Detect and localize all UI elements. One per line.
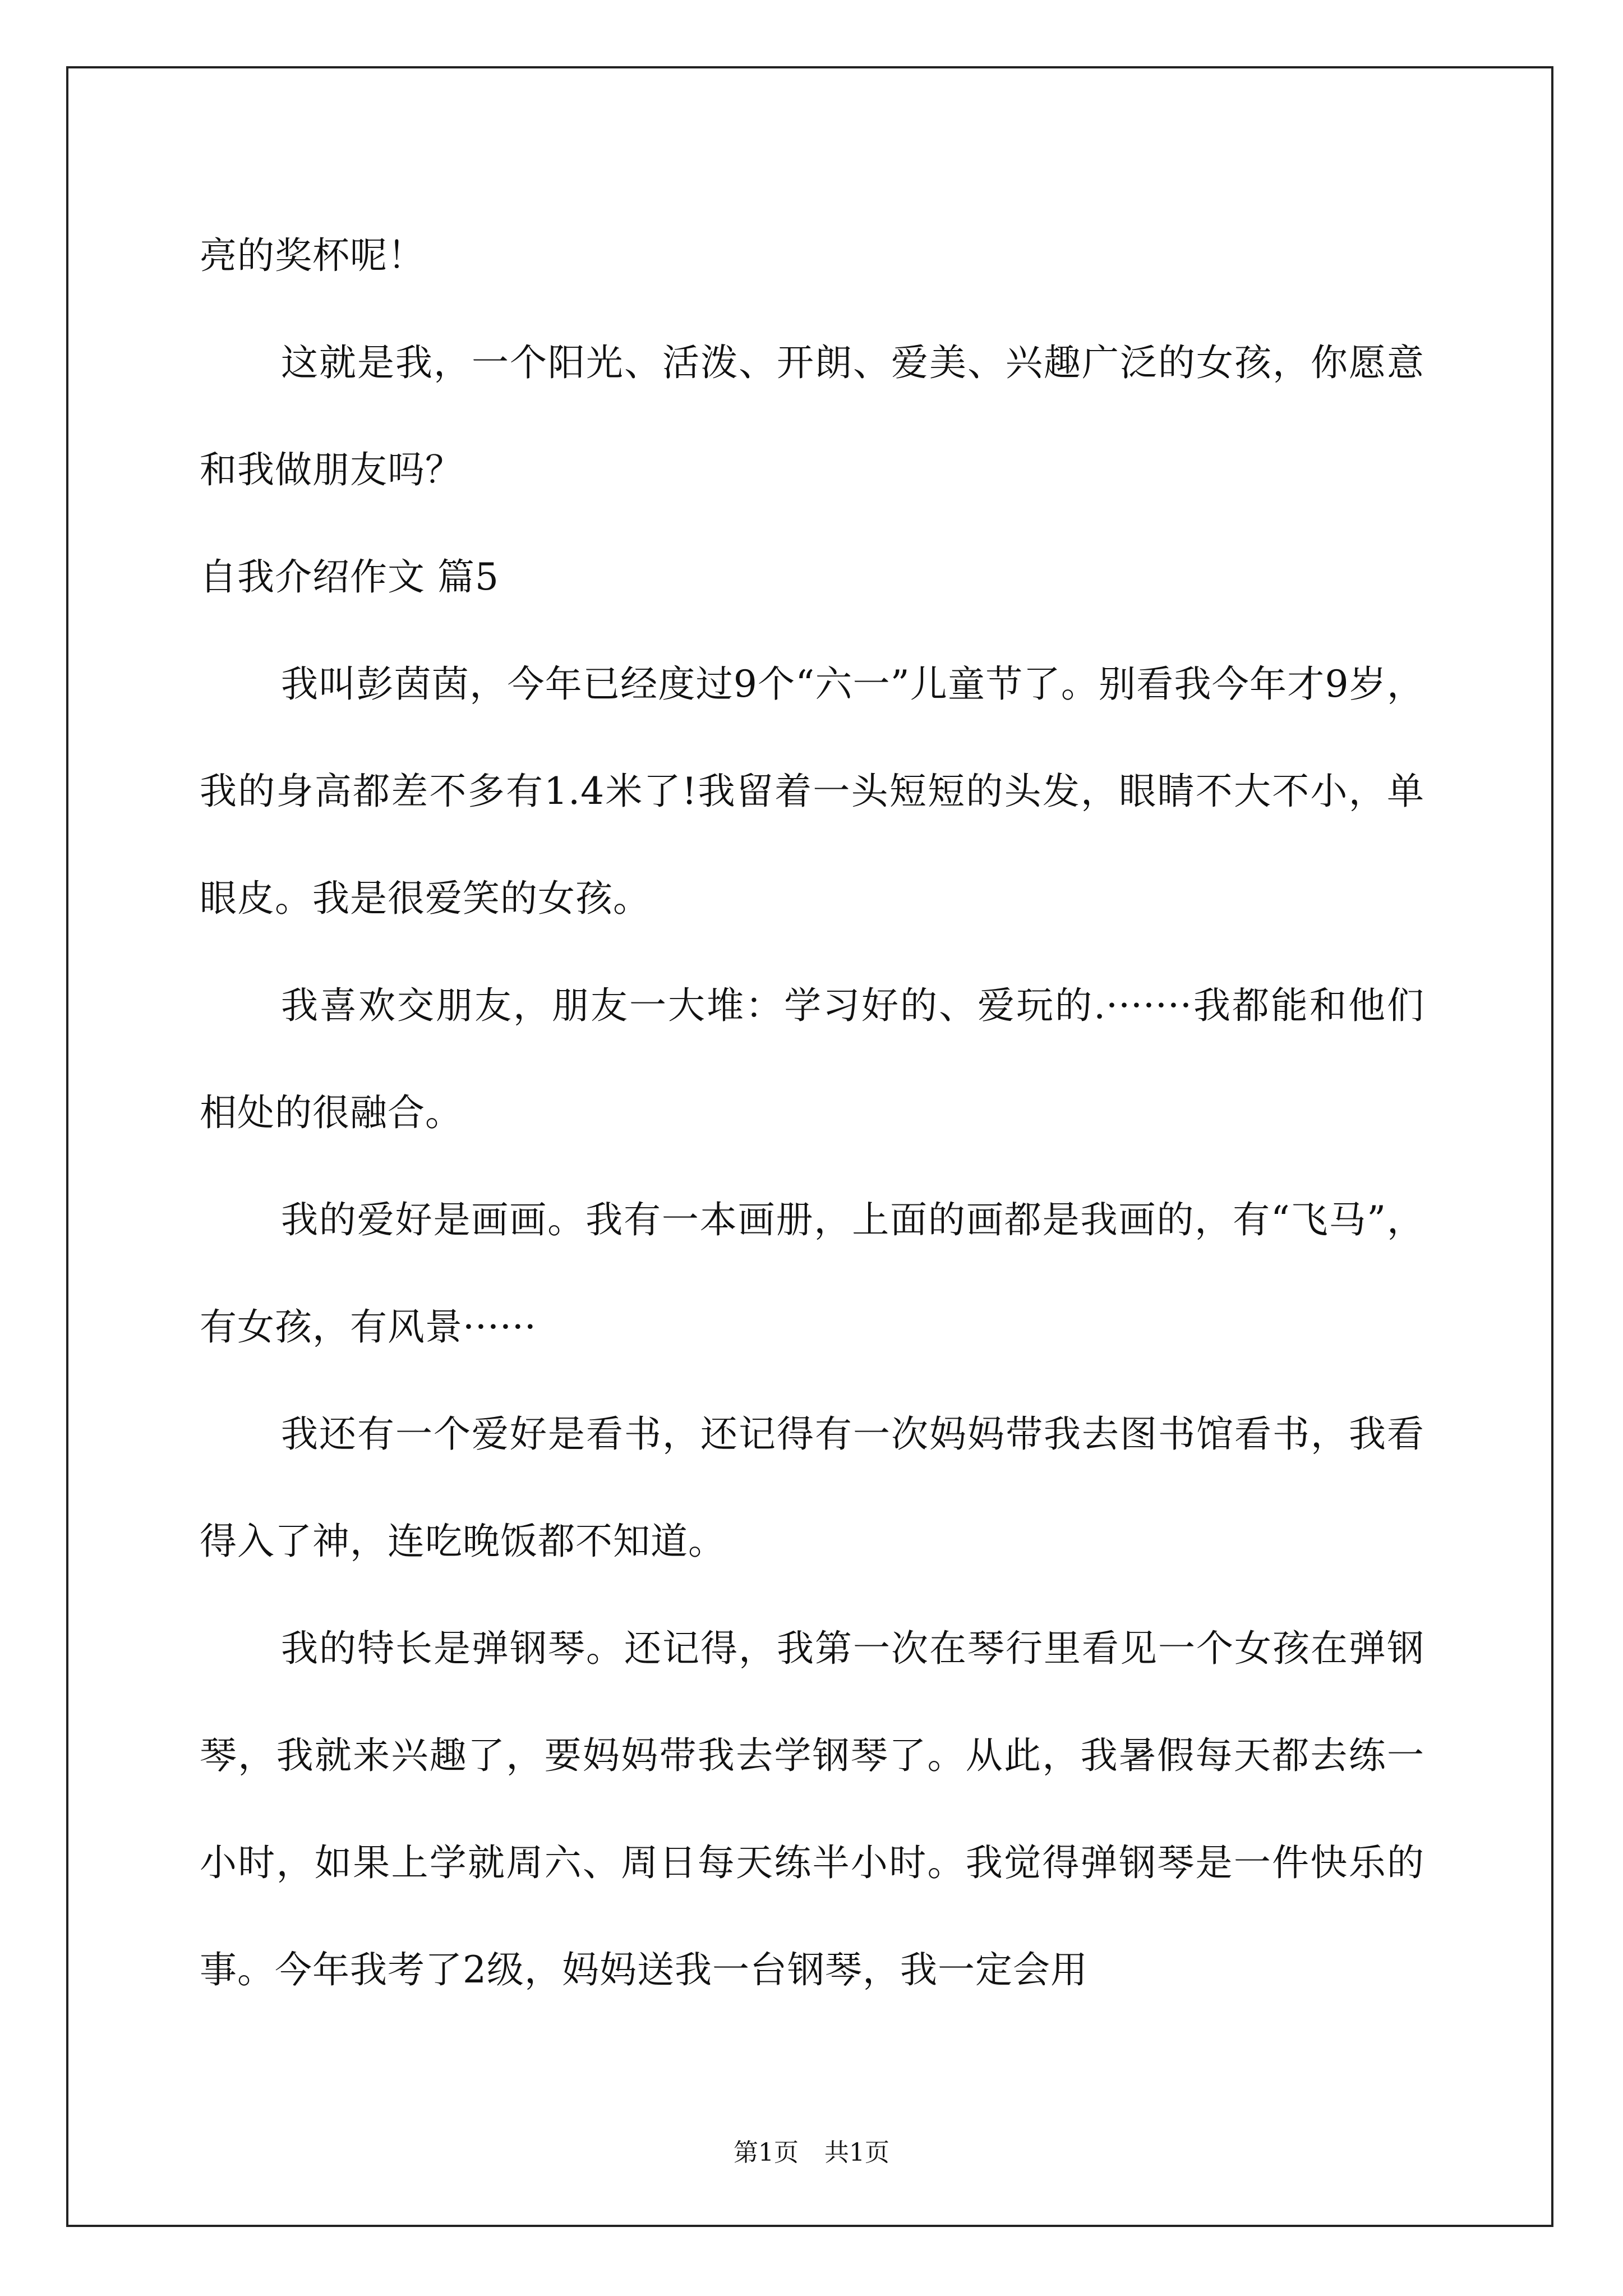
paragraph: 我还有一个爱好是看书，还记得有一次妈妈带我去图书馆看书，我看得入了神，连吃晚饭都不知道。 bbox=[200, 1412, 1424, 1563]
paragraph: 我的特长是弹钢琴。还记得，我第一次在琴行里看见一个女孩在弹钢琴，我就来兴趣了，要妈妈带我去学钢琴了。从此，我暑假每天都去练一小时，如果上学就周六、周日每天练半小时。我觉得弹钢琴是一件快乐的事。今年我考了2级，妈妈送我一台钢琴，我一定会用 bbox=[200, 1627, 1424, 1991]
section-heading: 自我介绍作文 篇5 bbox=[200, 555, 499, 599]
page-footer bbox=[0, 2136, 1623, 2170]
page-total: 共1页 bbox=[824, 2138, 889, 2167]
paragraph: 我叫彭茵茵，今年已经度过9个“六一”儿童节了。别看我今年才9岁，我的身高都差不多有1.4米了!我留着一头短短的头发，眼睛不大不小，单眼皮。我是很爱笑的女孩。 bbox=[200, 662, 1424, 920]
paragraph: 亮的奖杯呢！ bbox=[200, 234, 425, 277]
page-number: 第1页 bbox=[734, 2138, 799, 2167]
paragraph: 这就是我，一个阳光、活泼、开朗、爱美、兴趣广泛的女孩，你愿意和我做朋友吗？ bbox=[200, 341, 1424, 491]
paragraph: 我的爱好是画画。我有一本画册，上面的画都是我画的，有“飞马”， 有女孩，有风景······ bbox=[200, 1198, 1424, 1349]
document-body bbox=[200, 202, 1424, 2023]
paragraph: 我喜欢交朋友，朋友一大堆：学习好的、爱玩的.·······我都能和他们相处的很融合。 bbox=[200, 984, 1424, 1134]
